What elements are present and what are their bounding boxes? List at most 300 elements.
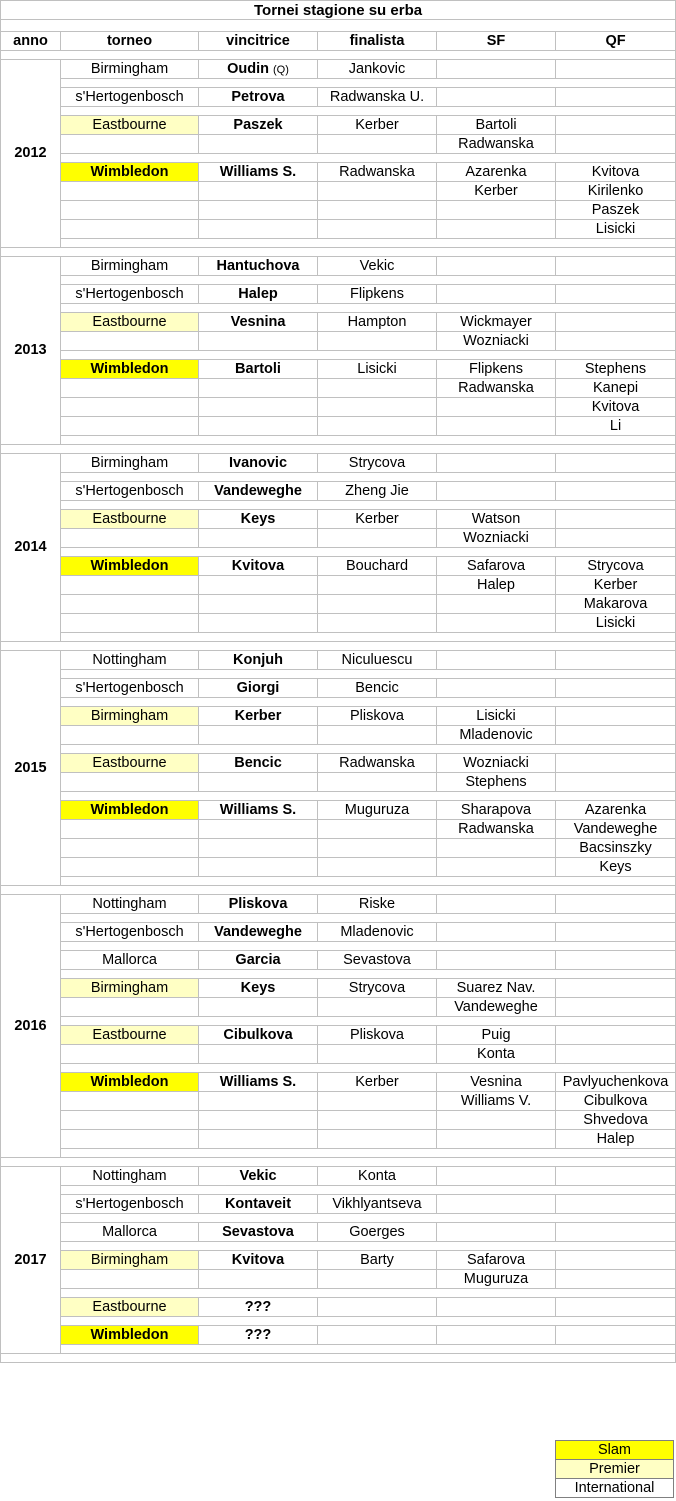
finalist-cell: Bouchard [318, 557, 437, 576]
winner-cell [199, 1326, 318, 1345]
semifinalist-cell: Azarenka [437, 163, 556, 182]
finalist-cell [318, 1326, 437, 1345]
row-separator [61, 1317, 676, 1326]
table-row [1, 332, 676, 351]
empty-cell [199, 576, 318, 595]
row-separator [61, 548, 676, 557]
empty-cell [61, 135, 199, 154]
quarterfinalist-cell: Kvitova [556, 398, 676, 417]
separator-row [1, 501, 676, 510]
quarterfinalist-cell: Kanepi [556, 379, 676, 398]
semifinalist-cell: Radwanska [437, 135, 556, 154]
finalist-cell: Bencic [318, 679, 437, 698]
row-separator [61, 914, 676, 923]
table-row [1, 679, 676, 698]
separator-row [1, 633, 676, 642]
finalist-cell: Radwanska [318, 754, 437, 773]
semifinalist-cell [437, 1130, 556, 1149]
semifinalist-cell [437, 1326, 556, 1345]
empty-cell [318, 417, 437, 436]
separator-row [1, 351, 676, 360]
separator-row [1, 1289, 676, 1298]
semifinalist-cell: Sharapova [437, 801, 556, 820]
table-row [1, 1326, 676, 1345]
quarterfinalist-cell [556, 60, 676, 79]
qualifier-note: (Q) [273, 63, 289, 76]
finalist-cell: Kerber [318, 1073, 437, 1092]
winner-cell [199, 116, 318, 135]
empty-cell [199, 1092, 318, 1111]
empty-cell [199, 773, 318, 792]
finalist-cell: Konta [318, 1167, 437, 1186]
semifinalist-cell: Wozniacki [437, 754, 556, 773]
semifinalist-cell: Safarova [437, 1251, 556, 1270]
tournament-name: Nottingham [61, 1167, 199, 1186]
header-qf: QF [556, 32, 676, 51]
winner-cell [199, 1223, 318, 1242]
header-vincitrice: vincitrice [199, 32, 318, 51]
tournament-name: Eastbourne [61, 1298, 199, 1317]
empty-cell [199, 595, 318, 614]
empty-cell [61, 595, 199, 614]
row-separator [61, 877, 676, 886]
semifinalist-cell [437, 257, 556, 276]
tournament-name: Eastbourne [61, 1026, 199, 1045]
winner-cell [199, 1298, 318, 1317]
table-row [1, 529, 676, 548]
empty-cell [61, 1270, 199, 1289]
row-separator [61, 670, 676, 679]
winner-cell [199, 754, 318, 773]
empty-cell [318, 858, 437, 877]
separator-row [1, 698, 676, 707]
winner-cell [199, 313, 318, 332]
finalist-cell: Niculuescu [318, 651, 437, 670]
winner-name: Kerber [234, 707, 282, 724]
empty-cell [318, 182, 437, 201]
quarterfinalist-cell: Cibulkova [556, 1092, 676, 1111]
tournament-name: s'Hertogenbosch [61, 482, 199, 501]
quarterfinalist-cell [556, 1270, 676, 1289]
table-row [1, 858, 676, 877]
finalist-cell: Vekic [318, 257, 437, 276]
quarterfinalist-cell [556, 773, 676, 792]
finalist-cell: Riske [318, 895, 437, 914]
table-title: Tornei stagione su erba [1, 1, 676, 20]
quarterfinalist-cell: Paszek [556, 201, 676, 220]
table-row [1, 379, 676, 398]
separator-row [1, 107, 676, 116]
semifinalist-cell [437, 1298, 556, 1317]
finalist-cell: Strycova [318, 454, 437, 473]
winner-name: Petrova [231, 88, 285, 105]
quarterfinalist-cell [556, 1251, 676, 1270]
semifinalist-cell: Halep [437, 576, 556, 595]
quarterfinalist-cell [556, 313, 676, 332]
empty-cell [61, 201, 199, 220]
table-row [1, 979, 676, 998]
semifinalist-cell [437, 454, 556, 473]
quarterfinalist-cell [556, 1298, 676, 1317]
finalist-cell [318, 1298, 437, 1317]
row-separator [61, 1186, 676, 1195]
winner-name: Williams S. [219, 1073, 297, 1090]
tournament-name: s'Hertogenbosch [61, 285, 199, 304]
table-row [1, 285, 676, 304]
row-separator [61, 1242, 676, 1251]
empty-cell [318, 332, 437, 351]
quarterfinalist-cell [556, 482, 676, 501]
winner-name: Paszek [233, 116, 283, 133]
quarterfinalist-cell [556, 454, 676, 473]
finalist-cell: Strycova [318, 979, 437, 998]
table-row [1, 417, 676, 436]
separator-row [1, 942, 676, 951]
semifinalist-cell [437, 858, 556, 877]
semifinalist-cell: Puig [437, 1026, 556, 1045]
semifinalist-cell: Konta [437, 1045, 556, 1064]
finalist-cell: Kerber [318, 510, 437, 529]
tournament-name: Eastbourne [61, 116, 199, 135]
empty-cell [318, 726, 437, 745]
table-row [1, 1130, 676, 1149]
finalist-cell: Radwanska U. [318, 88, 437, 107]
winner-name: Pliskova [228, 895, 288, 912]
separator-row [1, 1149, 676, 1158]
tournament-name: Eastbourne [61, 510, 199, 529]
spacer-row [1, 642, 676, 651]
empty-cell [61, 858, 199, 877]
winner-name: Halep [238, 285, 278, 302]
semifinalist-cell: Vandeweghe [437, 998, 556, 1017]
semifinalist-cell: Flipkens [437, 360, 556, 379]
empty-cell [318, 529, 437, 548]
year-cell: 2017 [1, 1167, 61, 1354]
row-separator [61, 473, 676, 482]
quarterfinalist-cell: Pavlyuchenkova [556, 1073, 676, 1092]
quarterfinalist-cell [556, 285, 676, 304]
table-row [1, 595, 676, 614]
separator-row [1, 914, 676, 923]
empty-cell [199, 220, 318, 239]
row-separator [61, 436, 676, 445]
empty-cell [318, 998, 437, 1017]
quarterfinalist-cell [556, 1326, 676, 1345]
table-row [1, 201, 676, 220]
separator-row [1, 1186, 676, 1195]
category-legend [555, 1440, 674, 1498]
winner-cell [199, 951, 318, 970]
table-row [1, 576, 676, 595]
table-row [1, 1092, 676, 1111]
empty-cell [199, 379, 318, 398]
legend-item-slam: Slam [555, 1440, 674, 1460]
table-row [1, 1251, 676, 1270]
table-row [1, 135, 676, 154]
semifinalist-cell [437, 1195, 556, 1214]
quarterfinalist-cell [556, 1223, 676, 1242]
winner-cell [199, 923, 318, 942]
quarterfinalist-cell [556, 116, 676, 135]
tournament-name: s'Hertogenbosch [61, 1195, 199, 1214]
winner-cell [199, 163, 318, 182]
spacer-row [1, 248, 676, 257]
quarterfinalist-cell: Azarenka [556, 801, 676, 820]
tournament-name: s'Hertogenbosch [61, 923, 199, 942]
winner-cell [199, 679, 318, 698]
legend-item-premier: Premier [555, 1460, 674, 1479]
separator-row [1, 79, 676, 88]
empty-cell [318, 201, 437, 220]
winner-name: Ivanovic [228, 454, 288, 471]
semifinalist-cell [437, 923, 556, 942]
spacer-row [1, 1354, 676, 1363]
quarterfinalist-cell: Vandeweghe [556, 820, 676, 839]
quarterfinalist-cell: Makarova [556, 595, 676, 614]
spacer-row [1, 886, 676, 895]
quarterfinalist-cell [556, 979, 676, 998]
spacer-row [1, 51, 676, 60]
spacer-row [1, 445, 676, 454]
tournament-name: Wimbledon [61, 1073, 199, 1092]
table-row [1, 1045, 676, 1064]
quarterfinalist-cell [556, 135, 676, 154]
empty-cell [318, 773, 437, 792]
table-row [1, 998, 676, 1017]
empty-cell [318, 1130, 437, 1149]
table-row [1, 1270, 676, 1289]
quarterfinalist-cell: Keys [556, 858, 676, 877]
semifinalist-cell [437, 895, 556, 914]
empty-cell [318, 595, 437, 614]
semifinalist-cell [437, 398, 556, 417]
quarterfinalist-cell [556, 1045, 676, 1064]
empty-cell [199, 726, 318, 745]
semifinalist-cell: Suarez Nav. [437, 979, 556, 998]
empty-cell [61, 182, 199, 201]
quarterfinalist-cell: Stephens [556, 360, 676, 379]
empty-cell [61, 773, 199, 792]
winner-cell [199, 979, 318, 998]
separator-row [1, 970, 676, 979]
tournament-name: Birmingham [61, 257, 199, 276]
quarterfinalist-cell [556, 726, 676, 745]
row-separator [61, 1064, 676, 1073]
legend-item-international: International [555, 1479, 674, 1498]
table-row [1, 360, 676, 379]
finalist-cell: Jankovic [318, 60, 437, 79]
table-row [1, 482, 676, 501]
quarterfinalist-cell: Halep [556, 1130, 676, 1149]
empty-cell [199, 201, 318, 220]
table-row [1, 707, 676, 726]
row-separator [61, 1214, 676, 1223]
row-separator [61, 239, 676, 248]
semifinalist-cell: Wozniacki [437, 332, 556, 351]
table-row [1, 895, 676, 914]
winner-name: Oudin [227, 60, 269, 77]
empty-cell [61, 1045, 199, 1064]
winner-name: Konjuh [233, 651, 283, 668]
finalist-cell: Goerges [318, 1223, 437, 1242]
separator-row [1, 1242, 676, 1251]
row-separator [61, 745, 676, 754]
row-separator [61, 276, 676, 285]
tournament-name: Nottingham [61, 895, 199, 914]
row-separator [61, 633, 676, 642]
empty-cell [61, 529, 199, 548]
winner-cell [199, 1251, 318, 1270]
table-row [1, 257, 676, 276]
semifinalist-cell [437, 417, 556, 436]
semifinalist-cell: Kerber [437, 182, 556, 201]
header-anno: anno [1, 32, 61, 51]
table-row [1, 839, 676, 858]
semifinalist-cell [437, 1223, 556, 1242]
table-row [1, 60, 676, 79]
row-separator [61, 1345, 676, 1354]
row-separator [61, 942, 676, 951]
finalist-cell: Muguruza [318, 801, 437, 820]
winner-cell [199, 360, 318, 379]
row-separator [61, 501, 676, 510]
quarterfinalist-cell: Kerber [556, 576, 676, 595]
table-row [1, 116, 676, 135]
winner-name: Giorgi [236, 679, 280, 696]
semifinalist-cell: Watson [437, 510, 556, 529]
empty-cell [199, 1270, 318, 1289]
winner-name: Cibulkova [223, 1026, 293, 1043]
empty-cell [199, 398, 318, 417]
tournament-name: Eastbourne [61, 313, 199, 332]
winner-name: Williams S. [219, 801, 297, 818]
year-cell: 2016 [1, 895, 61, 1158]
finalist-cell: Pliskova [318, 1026, 437, 1045]
winner-cell [199, 257, 318, 276]
empty-cell [199, 182, 318, 201]
quarterfinalist-cell: Shvedova [556, 1111, 676, 1130]
winner-cell [199, 510, 318, 529]
quarterfinalist-cell: Li [556, 417, 676, 436]
semifinalist-cell [437, 285, 556, 304]
quarterfinalist-cell [556, 923, 676, 942]
row-separator [61, 792, 676, 801]
row-separator [61, 351, 676, 360]
empty-cell [199, 135, 318, 154]
quarterfinalist-cell [556, 679, 676, 698]
empty-cell [61, 614, 199, 633]
table-row [1, 1223, 676, 1242]
quarterfinalist-cell: Strycova [556, 557, 676, 576]
winner-name: ??? [244, 1298, 272, 1315]
year-cell: 2015 [1, 651, 61, 886]
tournament-name: Wimbledon [61, 360, 199, 379]
semifinalist-cell: Muguruza [437, 1270, 556, 1289]
quarterfinalist-cell [556, 1026, 676, 1045]
quarterfinalist-cell [556, 88, 676, 107]
table-row [1, 510, 676, 529]
table-row [1, 820, 676, 839]
empty-cell [318, 135, 437, 154]
row-separator [61, 970, 676, 979]
quarterfinalist-cell: Kvitova [556, 163, 676, 182]
winner-cell [199, 285, 318, 304]
empty-cell [61, 1092, 199, 1111]
semifinalist-cell [437, 651, 556, 670]
semifinalist-cell: Safarova [437, 557, 556, 576]
empty-cell [61, 417, 199, 436]
header-sf: SF [437, 32, 556, 51]
tournament-name: Wimbledon [61, 1326, 199, 1345]
semifinalist-cell: Mladenovic [437, 726, 556, 745]
tournament-name: Wimbledon [61, 557, 199, 576]
semifinalist-cell: Lisicki [437, 707, 556, 726]
semifinalist-cell [437, 595, 556, 614]
empty-cell [61, 576, 199, 595]
empty-cell [318, 820, 437, 839]
empty-cell [318, 1045, 437, 1064]
empty-cell [318, 614, 437, 633]
tournament-name: Birmingham [61, 707, 199, 726]
winner-name: Keys [240, 510, 276, 527]
tournament-name: s'Hertogenbosch [61, 88, 199, 107]
tournament-name: Nottingham [61, 651, 199, 670]
separator-row [1, 276, 676, 285]
semifinalist-cell [437, 201, 556, 220]
winner-cell [199, 801, 318, 820]
separator-row [1, 1017, 676, 1026]
quarterfinalist-cell [556, 510, 676, 529]
empty-cell [199, 529, 318, 548]
winner-cell [199, 707, 318, 726]
separator-row [1, 1064, 676, 1073]
quarterfinalist-cell [556, 707, 676, 726]
winner-cell [199, 88, 318, 107]
table-row [1, 773, 676, 792]
tournament-name: s'Hertogenbosch [61, 679, 199, 698]
winner-cell [199, 557, 318, 576]
winner-name: Bencic [234, 754, 282, 771]
winner-cell [199, 454, 318, 473]
empty-cell [61, 998, 199, 1017]
winner-cell [199, 482, 318, 501]
winner-name: Kvitova [231, 1251, 285, 1268]
winner-name: Vekic [239, 1167, 277, 1184]
table-row [1, 1195, 676, 1214]
row-separator [61, 154, 676, 163]
table-row [1, 726, 676, 745]
table-row [1, 1298, 676, 1317]
table-row [1, 313, 676, 332]
winner-cell [199, 1167, 318, 1186]
finalist-cell: Hampton [318, 313, 437, 332]
winner-name: Kontaveit [224, 1195, 292, 1212]
table-row [1, 651, 676, 670]
quarterfinalist-cell: Bacsinszky [556, 839, 676, 858]
empty-cell [318, 398, 437, 417]
table-row [1, 1167, 676, 1186]
tournament-name: Mallorca [61, 1223, 199, 1242]
finalist-cell: Mladenovic [318, 923, 437, 942]
row-separator [61, 1149, 676, 1158]
table-row [1, 1111, 676, 1130]
semifinalist-cell: Bartoli [437, 116, 556, 135]
winner-name: ??? [244, 1326, 272, 1343]
empty-cell [61, 820, 199, 839]
year-cell: 2013 [1, 257, 61, 445]
separator-row [1, 548, 676, 557]
tournament-name: Wimbledon [61, 163, 199, 182]
